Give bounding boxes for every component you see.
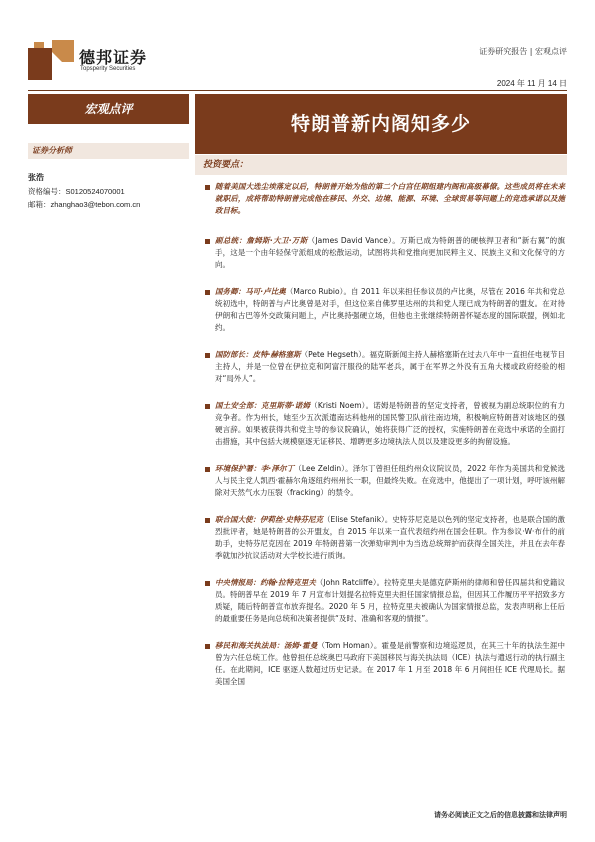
bullet-text: （Kristi Noem）。诺姆是特朗普的坚定支持者，曾被视为副总统职位的有力竞争者。作为州长，她至少五次派遣南达科他州的国民警卫队前往南边境，积极响应特朗普对该地区的强硬言辞。如果被获得共和党主导的参议院确认，她将获得广泛的授权，实施特朗普在竞选中承诺的全面打击措施，其中包括大规模驱逐无证移民、增聘更多边境执法人员以及建设更多的拘留设施。 bbox=[215, 401, 565, 446]
bullet-text: （Tom Homan）。霍曼是前警察和边境巡逻员，在其三十年的执法生涯中曾为六任总统工作。他曾担任总统奥巴马政府下美国移民与海关执法局（ICE）执法与遣返行动的执行副主任。在此期间，ICE 驱逐人数超过历史记录。在 2017 年 1 月至 2018 年 6 月间担任 ICE 代理局长。据美国全国 bbox=[215, 641, 565, 686]
logo-name-en: Topsperity Securities bbox=[80, 66, 136, 72]
bullet-role: 联合国大使：伊莉丝·史特芬尼克 bbox=[215, 515, 323, 524]
bullet-square-icon bbox=[205, 290, 210, 295]
email-label: 邮箱： bbox=[28, 200, 51, 209]
list-item bbox=[205, 640, 565, 688]
bullet-text: 随着美国大选尘埃落定以后，特朗普开始为他的第二个白宫任期组建内阁和高级幕僚。这些成员将在未来就职后，成将帮助特朗普完成他在移民、外交、边境、能源、环境、全球贸易等问题上的竞选承诺以及施政目标。 bbox=[215, 182, 565, 215]
bullet-text: （Pete Hegseth）。福克斯新闻主持人赫格塞斯在过去八年中一直担任电视节目主持人，并是一位曾在伊拉克和阿富汗服役的陆军老兵，属于在军界之外没有五角大楼或政府经验的相对“局外人”。 bbox=[215, 350, 565, 383]
report-title: 特朗普新内阁知多少 bbox=[195, 94, 567, 154]
header-divider bbox=[28, 90, 567, 91]
bullet-role: 国防部长：皮特·赫格塞斯 bbox=[215, 350, 301, 359]
list-item bbox=[205, 349, 565, 385]
bullet-square-icon bbox=[205, 467, 210, 472]
report-date: 2024 年 11 月 14 日 bbox=[496, 79, 567, 88]
license-value: S0120524070001 bbox=[65, 187, 125, 196]
bullet-role: 副总统：詹姆斯·大卫·万斯 bbox=[215, 236, 308, 245]
analyst-license bbox=[28, 186, 125, 197]
bullet-square-icon bbox=[205, 518, 210, 523]
bullet-text: （Marco Rubio）。自 2011 年以来担任参议员的卢比奥，尽管在 2016 年共和党总统初选中，特朗普与卢比奥曾是对手，但这位来自佛罗里达州的共和党人现已成为特朗普的盟友。在对待伊朗和古巴等外交政策问题上，卢比奥持强硬立场，但他也主张继续特朗普怀疑态度的国际联盟，例如北约。 bbox=[215, 287, 565, 332]
bullet-square-icon bbox=[205, 644, 210, 649]
list-item bbox=[205, 235, 565, 271]
bullet-text: （Elise Stefanik）。史特芬尼克是以色列的坚定支持者，也是联合国的激烈批评者，她是特朗普的公开盟友，自 2015 年以来一直代表纽约州在国会任职。作为参议·W·布什的前助手，史特芬尼克因在 2019 年特朗普第一次弹劾审判中为当选总统辩护而获得全国关注，并且在去年春季就加沙抗议活动对大学校长进行质询。 bbox=[215, 515, 565, 560]
bullet-square-icon bbox=[205, 404, 210, 409]
report-type: 证券研究报告 | 宏观点评 bbox=[479, 47, 567, 56]
bullet-square-icon bbox=[205, 581, 210, 586]
company-logo bbox=[28, 40, 74, 80]
list-item bbox=[205, 577, 565, 625]
analyst-name: 张浩 bbox=[28, 173, 44, 182]
email-value[interactable]: zhanghao3@tebon.com.cn bbox=[50, 200, 141, 209]
license-label: 资格编号： bbox=[28, 187, 66, 196]
logo-name-cn: 德邦证券 bbox=[79, 48, 148, 67]
list-item bbox=[205, 286, 565, 334]
analyst-header: 证券分析师 bbox=[28, 143, 189, 159]
footer-disclaimer: 请务必阅读正文之后的信息披露和法律声明 bbox=[434, 811, 567, 819]
list-item bbox=[205, 514, 565, 562]
bullet-text: （Lee Zeldin）。泽尔丁曾担任纽约州众议院议员，2022 年作为美国共和党候选人与民主党人凯西·霍赫尔角逐纽约州州长一职，但最终失败。在竞选中，他提出了一项计划，呼吁该州解除对天然气水力压裂（fracking）的禁令。 bbox=[215, 464, 565, 497]
analyst-email bbox=[28, 199, 140, 210]
bullet-role: 中央情报局：约翰·拉特克里夫 bbox=[215, 578, 316, 587]
bullet-square-icon bbox=[205, 353, 210, 358]
list-item bbox=[205, 181, 565, 217]
list-item bbox=[205, 463, 565, 499]
bullet-square-icon bbox=[205, 239, 210, 244]
bullet-text: （James David Vance）。万斯已成为特朗普的硬核捍卫者和“新右翼”的旗手，这是一个由年轻保守派组成的松散运动，试图将共和党推向更加民粹主义、民族主义和文化保守的方向。 bbox=[215, 236, 566, 269]
category-label: 宏观点评 bbox=[28, 94, 189, 124]
points-header: 投资要点： bbox=[195, 155, 567, 175]
bullet-text: （John Ratcliffe）。拉特克里夫是德克萨斯州的律师和曾任四届共和党籍议员。特朗普早在 2019 年 7 月宣布计划提名拉特克里夫担任国家情报总监，但因其工作履历平平招致多方质疑，随后特朗普宣布放弃提名。2020 年 5 月，拉特克里夫被确认为国家情报总监，发表声明称上任后的最重要任务是向总统和决策者提供“及时、准确和客观的情报”。 bbox=[215, 578, 565, 623]
bullet-role: 国土安全部：克里斯蒂·诺姆 bbox=[215, 401, 311, 410]
bullet-square-icon bbox=[205, 185, 210, 190]
bullet-role: 移民和海关执法局：汤姆·霍曼 bbox=[215, 641, 318, 650]
key-points-list bbox=[205, 181, 565, 703]
bullet-role: 环境保护署：李·泽尔丁 bbox=[215, 464, 295, 473]
list-item bbox=[205, 400, 565, 448]
bullet-role: 国务卿：马可·卢比奥 bbox=[215, 287, 286, 296]
